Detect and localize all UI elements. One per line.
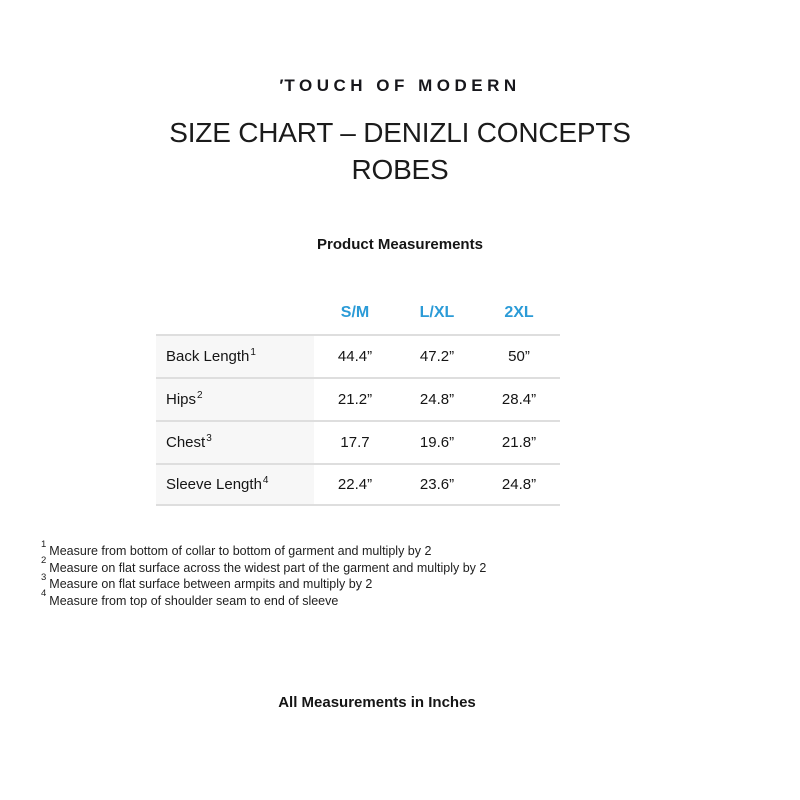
row-label: Chest $^3$ [156, 422, 314, 463]
footnote-2 [41, 555, 487, 577]
page-title-line2: ROBES [351, 154, 449, 185]
footnote-superscript: 2 [41, 555, 47, 567]
cell-value: 24.8” [419, 391, 455, 408]
row-label: Back Length $^1$ [156, 336, 314, 377]
logo-tick-mark: ′ [279, 76, 284, 95]
page-title-line1: SIZE CHART – DENIZLI CONCEPTS [169, 117, 631, 148]
footnote-text: Measure from top of shoulder seam to end of sleeve [49, 593, 339, 608]
cell-value: 23.6” [419, 476, 455, 493]
row-label-text: Sleeve Length [166, 476, 262, 493]
cell-value: 21.2” [337, 391, 373, 408]
cell-value: 28.4” [501, 391, 537, 408]
brand-logo [0, 76, 800, 96]
footnote-superscript: 1 [41, 538, 47, 550]
cell-value: 22.4” [337, 476, 373, 493]
row-label-text: Back Length [166, 348, 250, 365]
cell-value: 19.6” [419, 434, 455, 451]
cell-value: 24.8” [501, 476, 537, 493]
cell-value: 44.4” [337, 348, 373, 365]
table-row [156, 377, 560, 420]
footnote-text: Measure on flat surface across the widest part of the garment and multiply by 2 [49, 560, 487, 575]
row-label-text: Hips [166, 391, 197, 408]
cell-value: 50” [508, 348, 530, 365]
footnote-text: Measure on flat surface between armpits and multiply by 2 [49, 577, 373, 591]
cell-value: 47.2” [419, 348, 455, 365]
footnote-3 [41, 571, 486, 593]
footnote-superscript: 4 [41, 588, 47, 600]
row-label: Hips $^2$ [156, 379, 314, 420]
row-label: Sleeve Length $^4$ [156, 465, 314, 504]
page-title [0, 114, 800, 188]
cell-value: 17.7 [340, 434, 370, 451]
table-row [156, 420, 560, 463]
measurements-table [156, 292, 560, 506]
logo-text: TOUCH OF MODERN [284, 76, 521, 95]
cell-value: 21.8” [501, 434, 537, 451]
table-row [156, 334, 560, 377]
section-heading: Product Measurements [317, 236, 483, 253]
column-header-lxl: L/XL [419, 304, 455, 321]
footnote-4 [41, 588, 486, 610]
table-row [156, 463, 560, 506]
footnote-text: Measure from bottom of collar to bottom of garment and multiply by 2 [49, 544, 432, 558]
column-header-2xl: 2XL [504, 304, 534, 321]
row-label-text: Chest [166, 434, 206, 451]
footnote-1 [41, 538, 486, 560]
footnote-superscript: 3 [41, 571, 47, 583]
footnotes [41, 538, 487, 609]
table-header-row [156, 292, 560, 334]
footer-note: All Measurements in Inches [278, 694, 476, 711]
column-header-sm: S/M [340, 304, 370, 321]
